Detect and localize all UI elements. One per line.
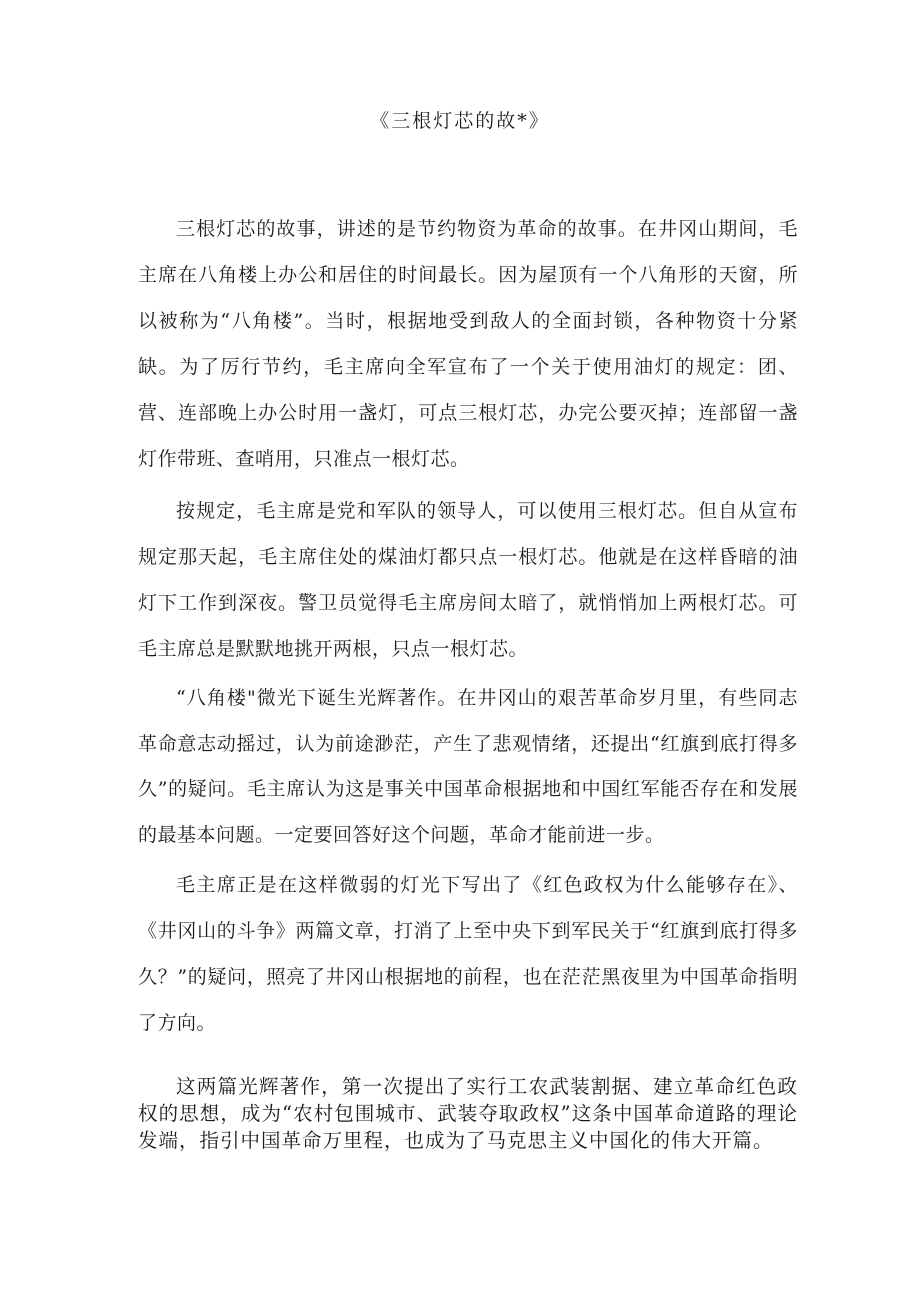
paragraph-2: 按规定，毛主席是党和军队的领导人，可以使用三根灯芯。但自从宣布规定那天起，毛主席住处的煤油灯都只点一根灯芯。他就是在这样昏暗的油灯下工作到深夜。警卫员觉得毛主席房间太暗了，就悄悄加上两根灯芯。可毛主席总是默默地挑开两根，只点一根灯芯。 — [138, 500, 798, 660]
paragraph-5: 这两篇光辉著作，第一次提出了实行工农武装割据、建立革命红色政权的思想，成为“农村包围城市、武装夺取政权”这条中国革命道路的理论发端，指引中国革命万里程，也成为了马克思主义中国化的伟大开篇。 — [138, 1075, 798, 1152]
paragraph-4: 毛主席正是在这样微弱的灯光下写出了《红色政权为什么能够存在》、《井冈山的斗争》两篇文章，打消了上至中央下到军民关于“红旗到底打得多久？”的疑问，照亮了井冈山根据地的前程，也在茫茫黑夜里为中国革命指明了方向。 — [138, 874, 798, 1034]
document-title: 《三根灯芯的故*》 — [370, 110, 550, 132]
paragraph-3: “八角楼"微光下诞生光辉著作。在井冈山的艰苦革命岁月里，有些同志革命意志动摇过，认为前途渺茫，产生了悲观情绪，还提出“红旗到底打得多久”的疑问。毛主席认为这是事关中国革命根据地和中国红军能否存在和发展的最基本问题。一定要回答好这个问题，革命才能前进一步。 — [138, 687, 798, 846]
paragraph-1: 三根灯芯的故事，讲述的是节约物资为革命的故事。在井冈山期间，毛主席在八角楼上办公和居住的时间最长。因为屋顶有一个八角形的天窗，所以被称为“八角楼”。当时，根据地受到敌人的全面封锁，各种物资十分紧缺。为了厉行节约，毛主席向全军宣布了一个关于使用油灯的规定：团、营、连部晚上办公时用一盏灯，可点三根灯芯，办完公要灭掉；连部留一盏灯作带班、查哨用，只准点一根灯芯。 — [138, 218, 798, 470]
